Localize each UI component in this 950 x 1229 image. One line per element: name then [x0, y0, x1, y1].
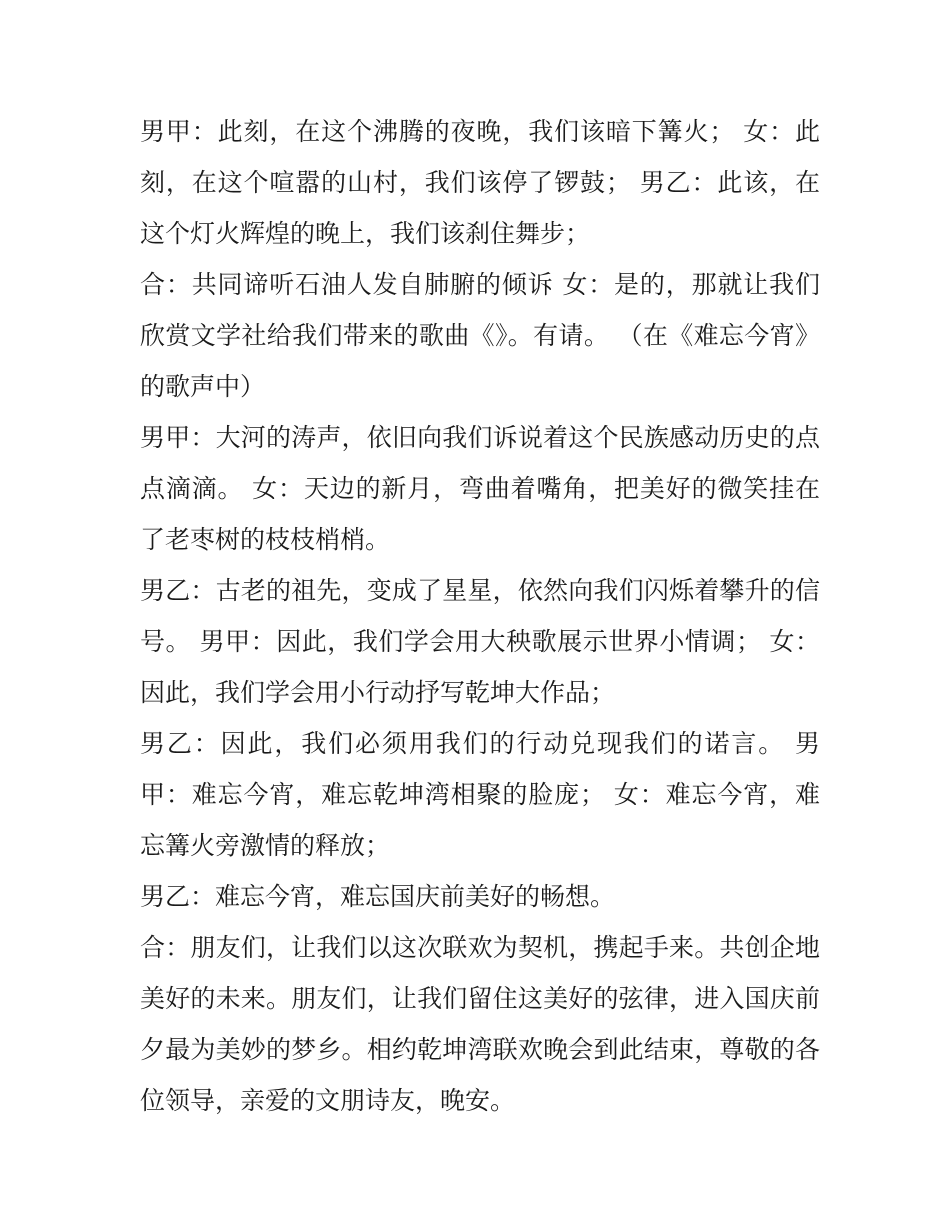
paragraph-3: 男甲：大河的涛声，依旧向我们诉说着这个民族感动历史的点点滴滴。 女：天边的新月，弯曲着嘴角，把美好的微笑挂在了老枣树的枝枝梢梢。	[140, 423, 820, 554]
paragraph-1: 男甲：此刻，在这个沸腾的夜晚，我们该暗下篝火； 女：此刻，在这个喧嚣的山村，我们该停了锣鼓； 男乙：此该，在这个灯火辉煌的晚上，我们该刹住舞步；	[140, 117, 820, 248]
document-body	[140, 106, 820, 1126]
paragraph-4: 男乙：古老的祖先，变成了星星，依然向我们闪烁着攀升的信号。 男甲：因此，我们学会用大秧歌展示世界小情调； 女：因此，我们学会用小行动抒写乾坤大作品；	[140, 576, 820, 707]
paragraph-5: 男乙：因此，我们必须用我们的行动兑现我们的诺言。 男甲：难忘今宵，难忘乾坤湾相聚的脸庞； 女：难忘今宵，难忘篝火旁激情的释放；	[140, 729, 820, 860]
paragraph-6: 男乙：难忘今宵，难忘国庆前美好的畅想。	[140, 882, 616, 911]
paragraph-2: 合：共同谛听石油人发自肺腑的倾诉 女：是的，那就让我们欣赏文学社给我们带来的歌曲《》。有请。 （在《难忘今宵》的歌声中）	[140, 270, 820, 401]
paragraph-7: 合：朋友们，让我们以这次联欢为契机，携起手来。共创企地美好的未来。朋友们，让我们留住这美好的弦律，进入国庆前夕最为美妙的梦乡。相约乾坤湾联欢晚会到此结束，尊敬的各位领导，亲爱的文朋诗友，晚安。	[140, 933, 820, 1115]
